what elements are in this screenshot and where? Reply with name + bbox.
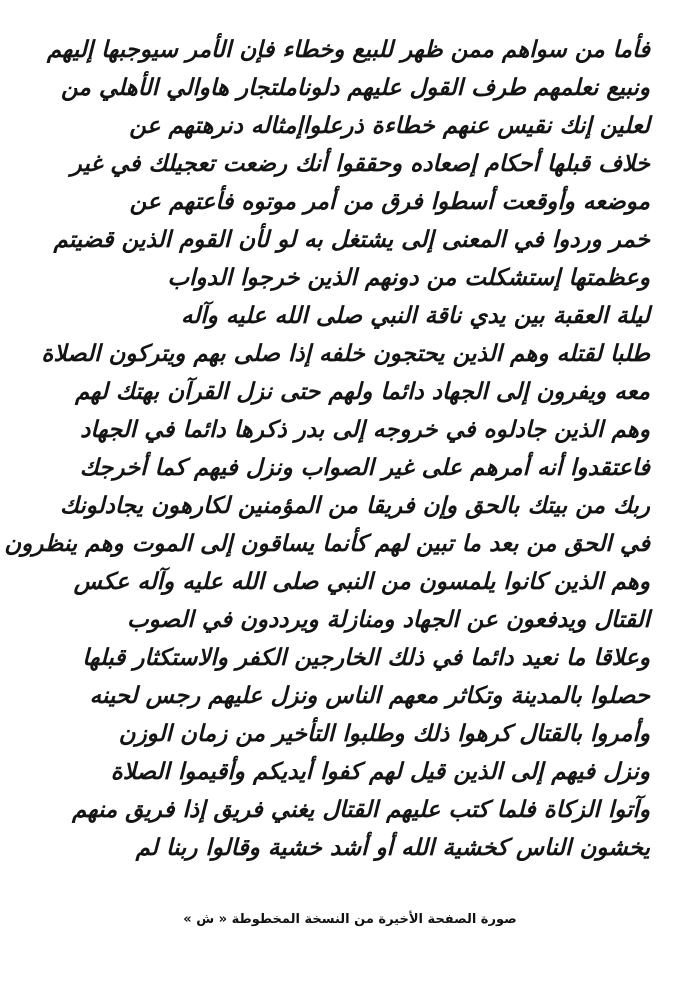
manuscript-line: ونبيع نعلمهم طرف القول عليهم دلوناملتجار هاوالي الأهلي من (61, 74, 650, 101)
manuscript-line: خلاف قبلها أحكام إصعاده وحققوا أنك رضعت تعجيلك في غير (70, 150, 650, 177)
manuscript-line: وعلاقا ما نعيد دائما في ذلك الخارجين الكفر والاستكثار قبلها (82, 644, 650, 671)
manuscript-line: موضعه وأوقعت أسطوا فرق من أمر موتوه فأعتهم عن (129, 188, 650, 215)
manuscript-line: وعظمتها إستشكلت من دونهم الذين خرجوا الدواب (167, 264, 650, 291)
manuscript-line: فاعتقدوا أنه أمرهم على غير الصواب ونزل فيهم كما أخرجك (79, 454, 650, 481)
manuscript-line: القتال ويدفعون عن الجهاد ومنازلة ويرددون في الصوب (126, 606, 650, 633)
manuscript-line: خمر وردوا في المعنى إلى يشتغل به لو لأن القوم الذين قضيتم (53, 226, 650, 253)
manuscript-line: فأما من سواهم ممن ظهر للبيع وخطاء فإن الأمر سيوجبها إليهم (46, 36, 650, 63)
manuscript-line: يخشون الناس كخشية الله أو أشد خشية وقالوا ربنا لم (135, 834, 650, 861)
manuscript-line: ربك من بيتك بالحق وإن فريقا من المؤمنين لكارهون يجادلونك (59, 492, 650, 519)
manuscript-line: وآتوا الزكاة فلما كتب عليهم القتال يغني فريق إذا فريق منهم (72, 796, 650, 823)
manuscript-line: حصلوا بالمدينة وتكاثر معهم الناس ونزل عليهم رجس لحينه (89, 682, 650, 709)
manuscript-line: لعلين إنك نقيس عنهم خطاءة ذرعلواإمثاله دنرهتهم عن (129, 112, 650, 139)
manuscript-page (4, 30, 650, 870)
manuscript-line: ونزل فيهم إلى الذين قيل لهم كفوا أيديكم وأقيموا الصلاة (110, 758, 650, 785)
manuscript-line: طلبا لقتله وهم الذين يحتجون خلفه إذا صلى بهم ويتركون الصلاة (41, 340, 650, 367)
manuscript-line: في الحق من بعد ما تبين لهم كأنما يساقون إلى الموت وهم ينظرون (4, 530, 650, 557)
manuscript-line: وهم الذين كانوا يلمسون من النبي صلى الله عليه وآله عكس (73, 568, 650, 595)
manuscript-line: ليلة العقبة بين يدي ناقة النبي صلى الله عليه وآله (181, 302, 650, 329)
manuscript-line: وأمروا بالقتال كرهوا ذلك وطلبوا التأخير من زمان الوزن (118, 720, 650, 747)
page-caption: صورة الصفحة الأخيرة من النسخة المخطوطة « ش » (183, 912, 517, 927)
manuscript-line: معه ويفرون إلى الجهاد دائما ولهم حتى نزل القرآن بهتك لهم (74, 378, 650, 405)
manuscript-line: وهم الذين جادلوه في خروجه إلى بدر ذكرها دائما في الجهاد (80, 416, 650, 443)
